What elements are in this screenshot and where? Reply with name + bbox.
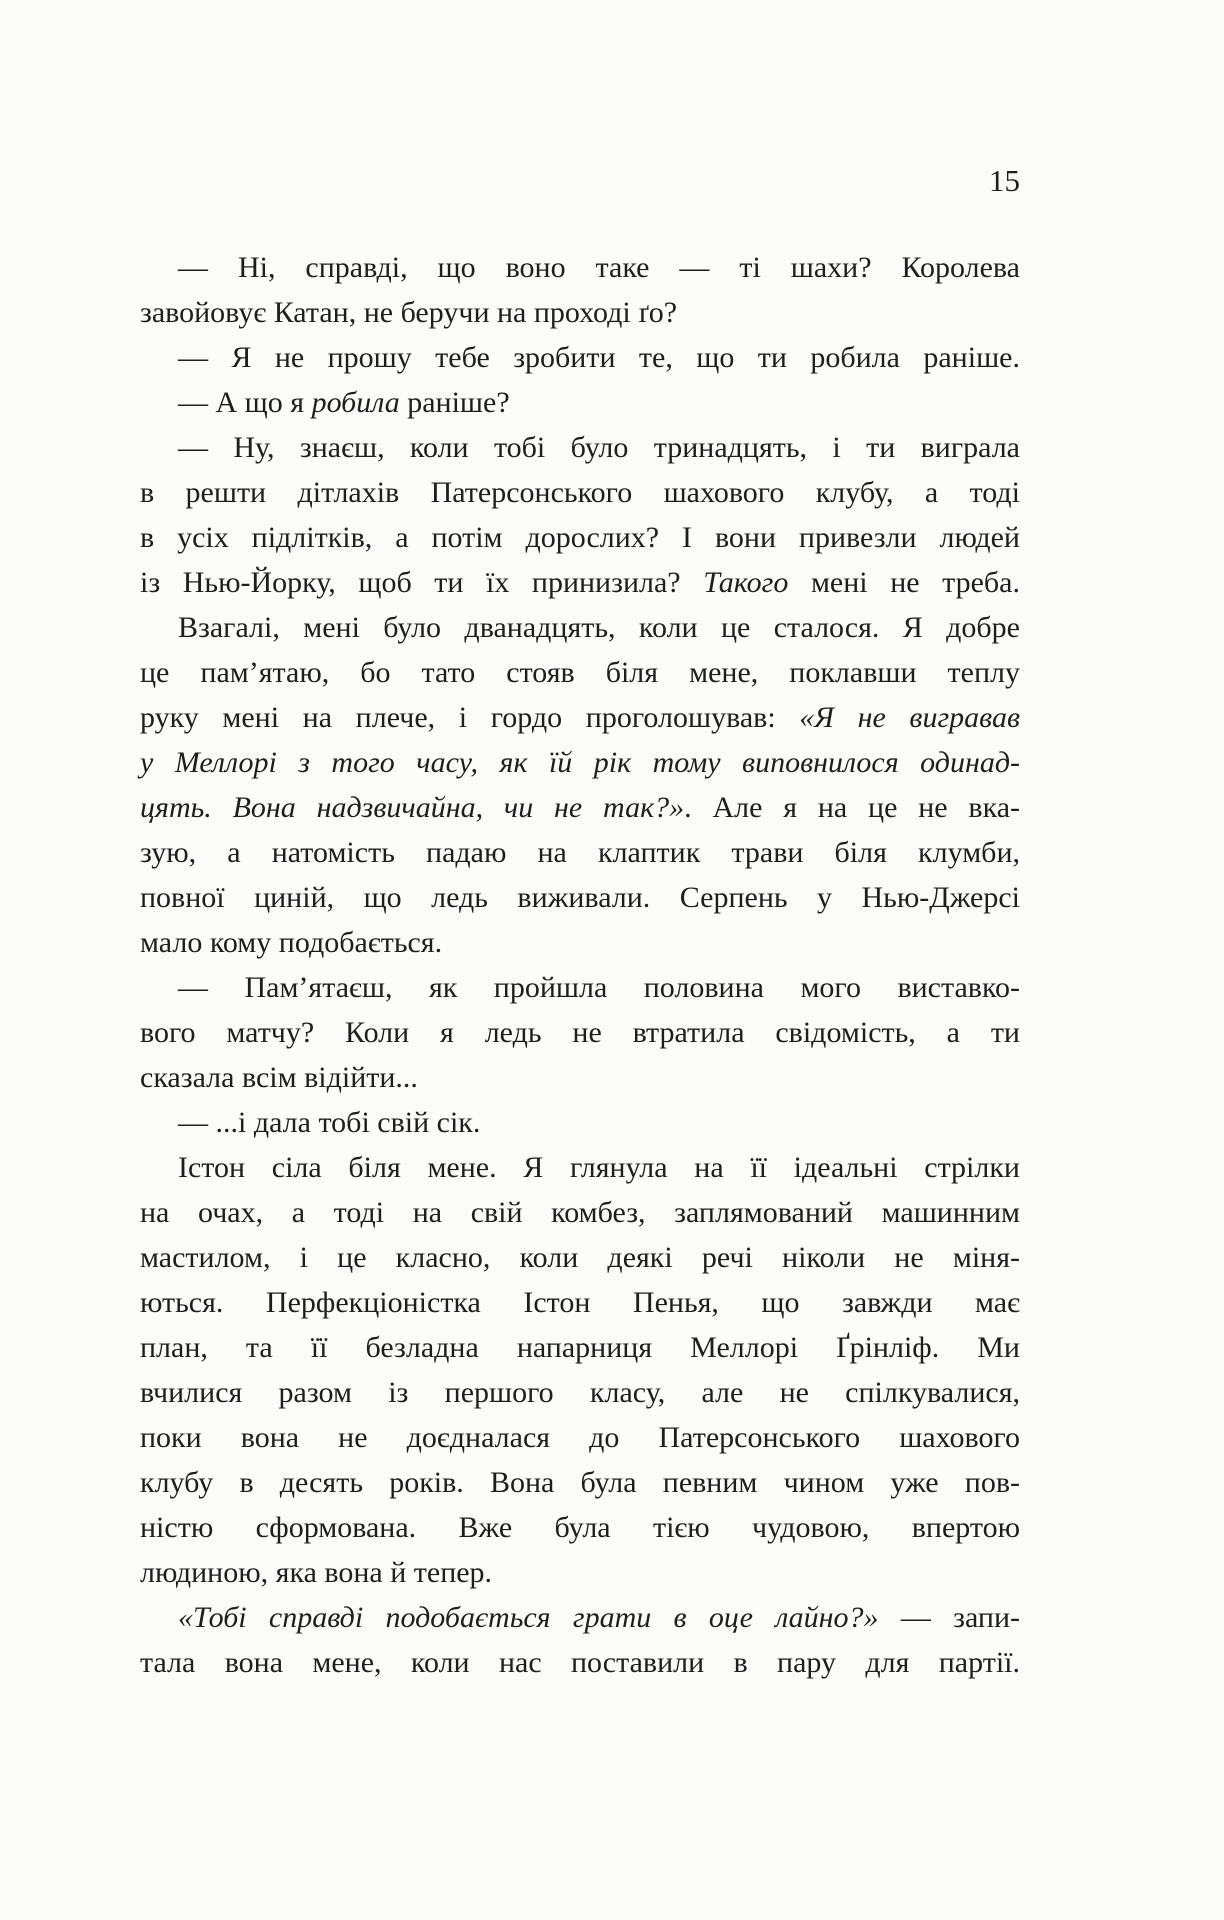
- text-line: [140, 1595, 1020, 1640]
- text-segment: в решти дітлахів Патерсонського шахового клубу, а тоді: [140, 476, 1020, 509]
- text-segment: Взагалі, мені було дванадцять, коли це сталося. Я добре: [178, 611, 1020, 644]
- text-line: [140, 740, 1020, 785]
- text-line: [140, 380, 1020, 425]
- paragraph: [140, 335, 1020, 380]
- text-segment: зую, а натомість падаю на клаптик трави біля клумби,: [140, 836, 1020, 869]
- text-block: [140, 245, 1020, 1685]
- text-segment: — Я не прошу тебе зробити те, що ти робила раніше.: [178, 341, 1020, 374]
- text-line: [140, 605, 1020, 650]
- paragraph: [140, 1595, 1020, 1685]
- text-line: [140, 290, 1020, 335]
- text-line: [140, 1505, 1020, 1550]
- italic-text-segment: цять. Вона надзвичайна, чи не так?»: [140, 791, 685, 824]
- text-line: [140, 1190, 1020, 1235]
- text-segment: мастилом, і це класно, коли деякі речі ніколи не міня-: [140, 1241, 1020, 1274]
- text-line: [140, 1640, 1020, 1685]
- text-line: [140, 245, 1020, 290]
- text-line: [140, 1055, 1020, 1100]
- text-line: [140, 470, 1020, 515]
- italic-text-segment: робила: [311, 386, 400, 419]
- paragraph: [140, 605, 1020, 965]
- text-line: [140, 515, 1020, 560]
- text-line: [140, 1415, 1020, 1460]
- text-line: [140, 875, 1020, 920]
- text-segment: в усіх підлітків, а потім дорослих? І вони привезли людей: [140, 521, 1020, 554]
- text-segment: мало кому подобається.: [140, 926, 443, 959]
- text-segment: завойовує Катан, не беручи на проході ґо?: [140, 296, 678, 329]
- page-number: 15: [989, 163, 1020, 198]
- text-segment: — Ну, знаєш, коли тобі було тринадцять, і ти виграла: [178, 431, 1020, 464]
- text-line: [140, 1145, 1020, 1190]
- text-segment: це пам’ятаю, бо тато стояв біля мене, поклавши теплу: [140, 656, 1020, 689]
- text-line: [140, 920, 1020, 965]
- italic-text-segment: Такого: [703, 566, 789, 599]
- text-line: [140, 1010, 1020, 1055]
- text-line: [140, 1235, 1020, 1280]
- text-segment: вого матчу? Коли я ледь не втратила свідомість, а ти: [140, 1016, 1020, 1049]
- text-line: [140, 695, 1020, 740]
- text-segment: Істон сіла біля мене. Я глянула на її ідеальні стрілки: [178, 1151, 1020, 1184]
- text-line: [140, 1550, 1020, 1595]
- text-segment: людиною, яка вона й тепер.: [140, 1556, 493, 1589]
- text-segment: руку мені на плече, і гордо проголошував:: [140, 701, 800, 734]
- text-segment: раніше?: [399, 386, 510, 419]
- text-segment: — Ні, справді, що воно таке — ті шахи? Королева: [178, 251, 1020, 284]
- text-line: [140, 1280, 1020, 1325]
- text-segment: вчилися разом із першого класу, але не спілкувалися,: [140, 1376, 1020, 1409]
- text-segment: ються. Перфекціоністка Істон Пенья, що завжди має: [140, 1286, 1020, 1319]
- italic-text-segment: у Меллорі з того часу, як їй рік тому виповнилося одинад-: [140, 746, 1020, 779]
- text-segment: план, та її безладна напарниця Меллорі Ґрінліф. Ми: [140, 1331, 1020, 1364]
- text-segment: із Нью-Йорку, щоб ти їх принизила?: [140, 566, 704, 599]
- text-line: [140, 560, 1020, 605]
- text-segment: . Але я на це не вка-: [684, 791, 1020, 824]
- text-segment: повної циній, що ледь виживали. Серпень у Нью-Джерсі: [140, 881, 1020, 914]
- text-line: [140, 830, 1020, 875]
- text-segment: — запи-: [878, 1601, 1020, 1634]
- text-segment: тала вона мене, коли нас поставили в пару для партії.: [140, 1646, 1020, 1679]
- paragraph: [140, 380, 1020, 425]
- text-line: [140, 1325, 1020, 1370]
- italic-text-segment: «Я не вигравав: [799, 701, 1020, 734]
- text-line: [140, 785, 1020, 830]
- text-segment: поки вона не доєдналася до Патерсонського шахового: [140, 1421, 1020, 1454]
- text-segment: ністю сформована. Вже була тією чудовою, впертою: [140, 1511, 1020, 1544]
- text-segment: на очах, а тоді на свій комбез, заплямований машинним: [140, 1196, 1020, 1229]
- paragraph: [140, 1145, 1020, 1595]
- text-segment: клубу в десять років. Вона була певним чином уже пов-: [140, 1466, 1020, 1499]
- text-segment: — А що я: [178, 386, 312, 419]
- paragraph: [140, 1100, 1020, 1145]
- text-line: [140, 1460, 1020, 1505]
- text-line: [140, 650, 1020, 695]
- text-line: [140, 425, 1020, 470]
- italic-text-segment: «Тобі справді подобається грати в оце лайно?»: [178, 1601, 879, 1634]
- text-line: [140, 1100, 1020, 1145]
- paragraph: [140, 965, 1020, 1100]
- text-line: [140, 335, 1020, 380]
- text-segment: мені не треба.: [788, 566, 1020, 599]
- paragraph: [140, 245, 1020, 335]
- paragraph: [140, 425, 1020, 605]
- text-line: [140, 1370, 1020, 1415]
- text-segment: — ...і дала тобі свій сік.: [178, 1106, 481, 1139]
- text-line: [140, 965, 1020, 1010]
- text-segment: сказала всім відійти...: [140, 1061, 418, 1094]
- text-segment: — Пам’ятаєш, як пройшла половина мого виставко-: [178, 971, 1020, 1004]
